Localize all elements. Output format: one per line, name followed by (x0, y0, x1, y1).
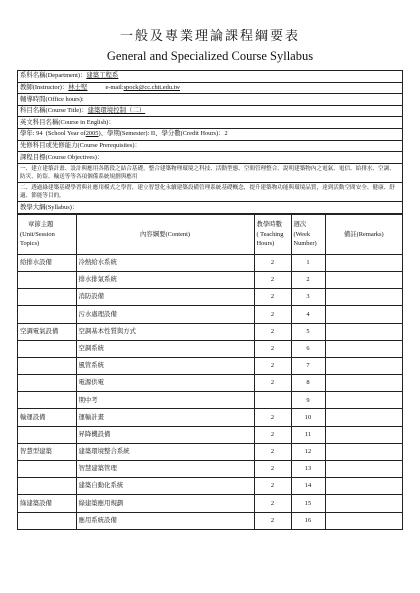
table-row (18, 271, 402, 288)
cell-hours: 2 (254, 375, 291, 392)
cell-remarks (325, 443, 402, 460)
cell-hours: 2 (254, 478, 291, 495)
instructor-value: 林士堅 (68, 84, 88, 92)
cell-hours: 2 (254, 289, 291, 306)
term-row: 學年: 94 (School Year of 2005 ) 、學期(Semester): II 、學分數(Credit Hours)：2 (18, 129, 402, 141)
table-row (18, 375, 402, 392)
objective-2: 二、透過綠建築基礎學習與社應用模式之學習，建立智慧化永續建築設備管理系統基礎概念，提升建築物功能與環境品質，達到活動空間安全、健康、舒適、節能等目的。 (18, 183, 402, 202)
page-title-english: General and Specialized Course Syllabus (106, 49, 314, 63)
cell-remarks (325, 375, 402, 392)
cell-remarks (325, 254, 402, 271)
cell-hours: 2 (254, 443, 291, 460)
cell-remarks (325, 323, 402, 340)
cell-content: 風管系統 (76, 357, 254, 374)
cell-hours: 2 (254, 340, 291, 357)
cell-content: 建築環境整合系統 (76, 443, 254, 460)
cell-hours: 2 (254, 512, 291, 529)
objective-1: 一、建立建築計畫、設計與應用各階段之結合基礎，整合建築物理環境之科技、活動型態、空間管理整合、說明建築物內之電氣、電信、給排水、空調、防災、防盜、輸送等等各項個係系統規劃與應用 (18, 164, 402, 183)
cell-content: 期中考 (76, 392, 254, 409)
table-row (18, 340, 402, 357)
cell-content: 排水排氣系統 (76, 271, 254, 288)
cell-hours: 2 (254, 409, 291, 426)
objectives-label: 課程目標(Course Objectives)： (20, 153, 104, 161)
department-row (18, 71, 402, 83)
table-row (18, 289, 402, 306)
course-title-value: 建築環境控制（二） (87, 107, 146, 115)
cell-week: 10 (291, 409, 325, 426)
cell-topic (18, 375, 76, 392)
header-week-number: 週次 (Week Number) (291, 214, 325, 254)
cell-week: 4 (291, 306, 325, 323)
cell-hours: 2 (254, 461, 291, 478)
cell-hours (254, 392, 291, 409)
cell-content: 空調基本性質與方式 (76, 323, 254, 340)
department-value: 建築工程系 (86, 72, 119, 80)
cell-topic (18, 306, 76, 323)
header-topics: 章節主題 (Unit/Session Topics) (18, 214, 76, 254)
table-row (18, 478, 402, 495)
cell-week: 9 (291, 392, 325, 409)
school-year-value: 2005 (85, 130, 99, 138)
cell-hours: 2 (254, 495, 291, 512)
course-english-row (18, 117, 402, 129)
table-row (18, 323, 402, 340)
cell-hours: 2 (254, 357, 291, 374)
cell-content: 電源供電 (76, 375, 254, 392)
cell-content: 綠建築應用規劃 (76, 495, 254, 512)
cell-topic (18, 478, 76, 495)
instructor-label: 教師(Instructor)： (20, 84, 69, 92)
cell-content: 消防設備 (76, 289, 254, 306)
cell-content: 冷熱給水系統 (76, 254, 254, 271)
cell-remarks (325, 271, 402, 288)
table-row (18, 495, 402, 512)
cell-week: 15 (291, 495, 325, 512)
course-title-label: 科目名稱(Course Title)： (20, 107, 88, 115)
cell-week: 7 (291, 357, 325, 374)
cell-topic (18, 461, 76, 478)
cell-week: 3 (291, 289, 325, 306)
table-row (18, 392, 402, 409)
cell-remarks (325, 426, 402, 443)
cell-content: 昇降機設備 (76, 426, 254, 443)
semester-label: 、學期(Semester): II (100, 130, 156, 138)
cell-remarks (325, 392, 402, 409)
syllabus-heading (18, 202, 402, 214)
course-english-label: 英文科目名稱(Course in English)： (20, 118, 115, 126)
cell-hours: 2 (254, 323, 291, 340)
cell-hours: 2 (254, 426, 291, 443)
table-row (18, 426, 402, 443)
table-row (18, 306, 402, 323)
cell-remarks (325, 512, 402, 529)
cell-topic (18, 426, 76, 443)
office-hours-row (18, 94, 402, 106)
cell-week: 6 (291, 340, 325, 357)
cell-week: 12 (291, 443, 325, 460)
course-title-row (18, 106, 402, 118)
cell-topic (18, 357, 76, 374)
cell-week: 5 (291, 323, 325, 340)
table-row (18, 443, 402, 460)
syllabus-header-row (18, 214, 402, 254)
credit-hours-label: 、學分數(Credit Hours)：2 (155, 130, 228, 138)
cell-remarks (325, 478, 402, 495)
header-teaching-hours: 教學時數 ( Teaching Hours) (254, 214, 291, 254)
header-remarks: 備註(Remarks) (325, 214, 402, 254)
header-content: 內容綱要(Content) (76, 214, 254, 254)
table-row (18, 461, 402, 478)
cell-content: 運輸計畫 (76, 409, 254, 426)
cell-content: 建築自動化系統 (76, 478, 254, 495)
syllabus-table (18, 214, 402, 530)
cell-week: 13 (291, 461, 325, 478)
cell-remarks (325, 409, 402, 426)
table-row (18, 512, 402, 529)
cell-remarks (325, 495, 402, 512)
instructor-row (18, 83, 402, 95)
cell-week: 2 (291, 271, 325, 288)
cell-topic: 智慧型建築 (18, 443, 76, 460)
cell-remarks (325, 306, 402, 323)
cell-week: 8 (291, 375, 325, 392)
cell-hours: 2 (254, 254, 291, 271)
cell-topic (18, 340, 76, 357)
cell-week: 1 (291, 254, 325, 271)
cell-content: 污水處理設備 (76, 306, 254, 323)
objectives-heading (18, 152, 402, 164)
table-row (18, 409, 402, 426)
prerequisites-label: 先修科目或先修能力(Course Prerequisites)： (20, 142, 141, 150)
cell-topic: 空調電氣設備 (18, 323, 76, 340)
office-hours-label: 輔導時間(Office hours): (20, 95, 84, 103)
cell-week: 11 (291, 426, 325, 443)
table-row (18, 254, 402, 271)
cell-content: 智慧建築管理 (76, 461, 254, 478)
syllabus-label: 教學大綱(Syllabus)： (20, 203, 79, 211)
email-label: e-mail: (105, 84, 124, 92)
cell-content: 空調系統 (76, 340, 254, 357)
cell-remarks (325, 461, 402, 478)
cell-hours: 2 (254, 306, 291, 323)
cell-hours: 2 (254, 271, 291, 288)
cell-topic: 綠建築設備 (18, 495, 76, 512)
prerequisites-row (18, 141, 402, 153)
cell-remarks (325, 340, 402, 357)
cell-remarks (325, 289, 402, 306)
cell-topic (18, 512, 76, 529)
table-row (18, 357, 402, 374)
cell-topic (18, 392, 76, 409)
cell-week: 14 (291, 478, 325, 495)
cell-topic: 輸運設備 (18, 409, 76, 426)
cell-week: 16 (291, 512, 325, 529)
cell-topic: 給排水設備 (18, 254, 76, 271)
email-value: spock@cc.chit.edu.tw (123, 84, 181, 92)
school-year-label: (School Year of (45, 130, 86, 138)
cell-remarks (325, 357, 402, 374)
cell-topic (18, 271, 76, 288)
syllabus-form (17, 70, 403, 530)
cell-content: 應用系統設備 (76, 512, 254, 529)
department-label: 系科名稱(Department)： (20, 72, 87, 80)
cell-topic (18, 289, 76, 306)
academic-year-label: 學年: 94 (20, 130, 43, 138)
page-title-chinese: 一般及專業理論課程綱要表 (119, 28, 300, 43)
